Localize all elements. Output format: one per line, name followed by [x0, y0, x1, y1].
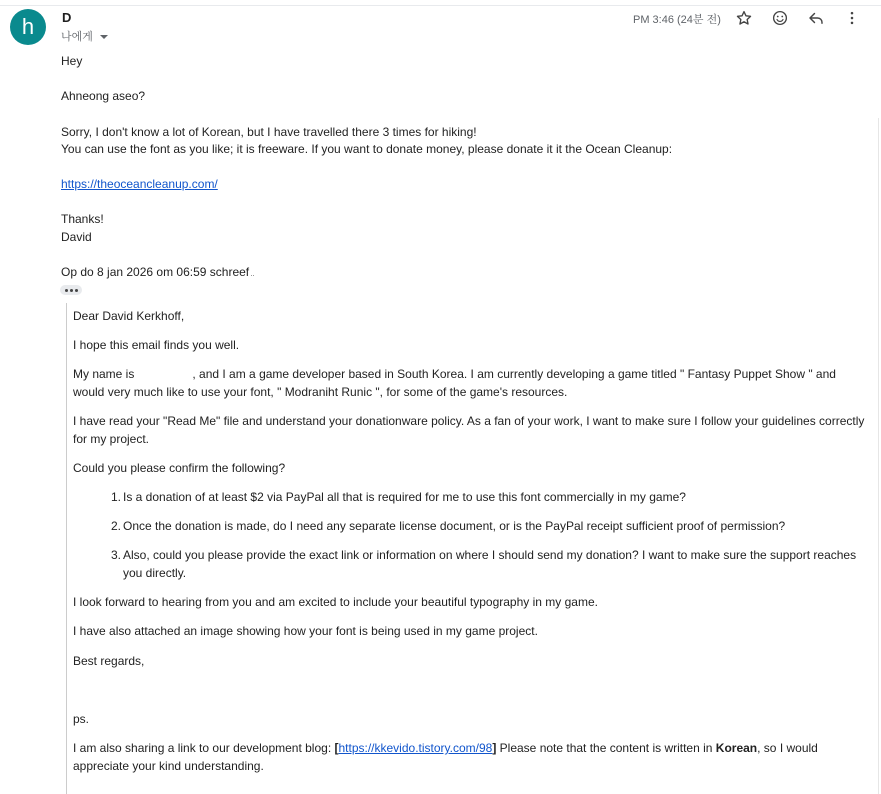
list-number: 2. — [110, 519, 121, 533]
reply-line: Ahneong aseo? — [61, 89, 146, 103]
dev-blog-link[interactable]: https://kkevido.tistory.com/98 — [338, 741, 493, 755]
quoted-paragraph: Could you please confirm the following? — [73, 461, 286, 475]
quoted-paragraph — [73, 739, 868, 775]
reply-thanks: Thanks! — [61, 212, 104, 226]
list-number: 1. — [110, 490, 121, 504]
quote-bar — [66, 303, 67, 794]
more-options-button[interactable] — [840, 6, 864, 30]
quoted-paragraph: I have read your "Read Me" file and understand your donationware policy. As a fan of your work, I want to make sure I follow your guidelines correctly for my project. — [73, 414, 865, 446]
star-button[interactable] — [732, 6, 756, 30]
bracket: [ — [334, 741, 339, 755]
quoted-salutation: Dear David Kerkhoff, — [73, 309, 185, 323]
quoted-text: , and I am a game developer based in South Korea. I am currently developing a game titled " Fantasy Puppet Show " and would very much like to use your font, " Modraniht Runic ", for some of the game's resources. — [73, 367, 836, 399]
dot — [65, 289, 68, 292]
list-text: Also, could you please provide the exact link or information on where I should send my donation? I want to make sure the support reaches you directly. — [123, 548, 857, 580]
list-number: 3. — [110, 548, 121, 562]
quoted-text: , so I would appreciate your kind understanding. — [73, 741, 818, 773]
recipient-details-toggle[interactable] — [61, 28, 108, 44]
list-text: Is a donation of at least $2 via PayPal all that is required for me to use this font commercially in my game? — [123, 490, 686, 504]
avatar-letter: h — [21, 14, 35, 39]
reply-button[interactable] — [804, 6, 828, 30]
bracket: ] — [492, 741, 497, 755]
sender-name[interactable]: D — [62, 10, 72, 25]
ocean-cleanup-link[interactable]: https://theoceancleanup.com/ — [61, 177, 218, 191]
star-icon — [735, 9, 753, 27]
quoted-text: My name is — [73, 367, 135, 381]
dot — [70, 289, 73, 292]
reply-line: Sorry, I don't know a lot of Korean, but I have travelled there 3 times for hiking! — [61, 125, 477, 139]
scroll-edge-divider — [878, 118, 879, 794]
quoted-text: I am also sharing a link to our development blog: — [73, 741, 335, 755]
reply-signature: David — [61, 230, 92, 244]
quoted-paragraph: I hope this email finds you well. — [73, 338, 240, 352]
reply-icon — [807, 9, 825, 27]
bold-text: Korean — [715, 741, 758, 755]
list-text: Once the donation is made, do I need any separate license document, or is the PayPal receipt sufficient proof of permission? — [123, 519, 786, 533]
reply-line: You can use the font as you like; it is freeware. If you want to donate money, please donate it it the Ocean Cleanup: — [61, 142, 673, 156]
more-vert-icon — [843, 9, 861, 27]
emoji-reaction-button[interactable] — [768, 6, 792, 30]
quoted-ps: ps. — [73, 712, 90, 726]
quote-attribution — [61, 263, 254, 281]
quoted-paragraph — [73, 365, 868, 401]
quoted-text: Please note that the content is written in — [496, 741, 716, 755]
message-timestamp: PM 3:46 (24분 전) — [633, 14, 721, 26]
quoted-closing: Best regards, — [73, 654, 145, 668]
chevron-down-icon — [100, 35, 108, 39]
quote-attribution-text: Op do 8 jan 2026 om 06:59 schreef — [61, 265, 250, 279]
reply-greeting: Hey — [61, 54, 83, 68]
quoted-paragraph: I look forward to hearing from you and am excited to include your beautiful typography in my game. — [73, 595, 598, 609]
avatar[interactable] — [10, 9, 46, 45]
hidden-address-marker — [251, 265, 254, 276]
quoted-paragraph: I have also attached an image showing how your font is being used in my game project. — [73, 624, 538, 638]
dot — [75, 289, 78, 292]
emoji-icon — [771, 9, 789, 27]
show-trimmed-content-button[interactable] — [60, 285, 82, 295]
recipient-label: 나에게 — [61, 31, 93, 43]
